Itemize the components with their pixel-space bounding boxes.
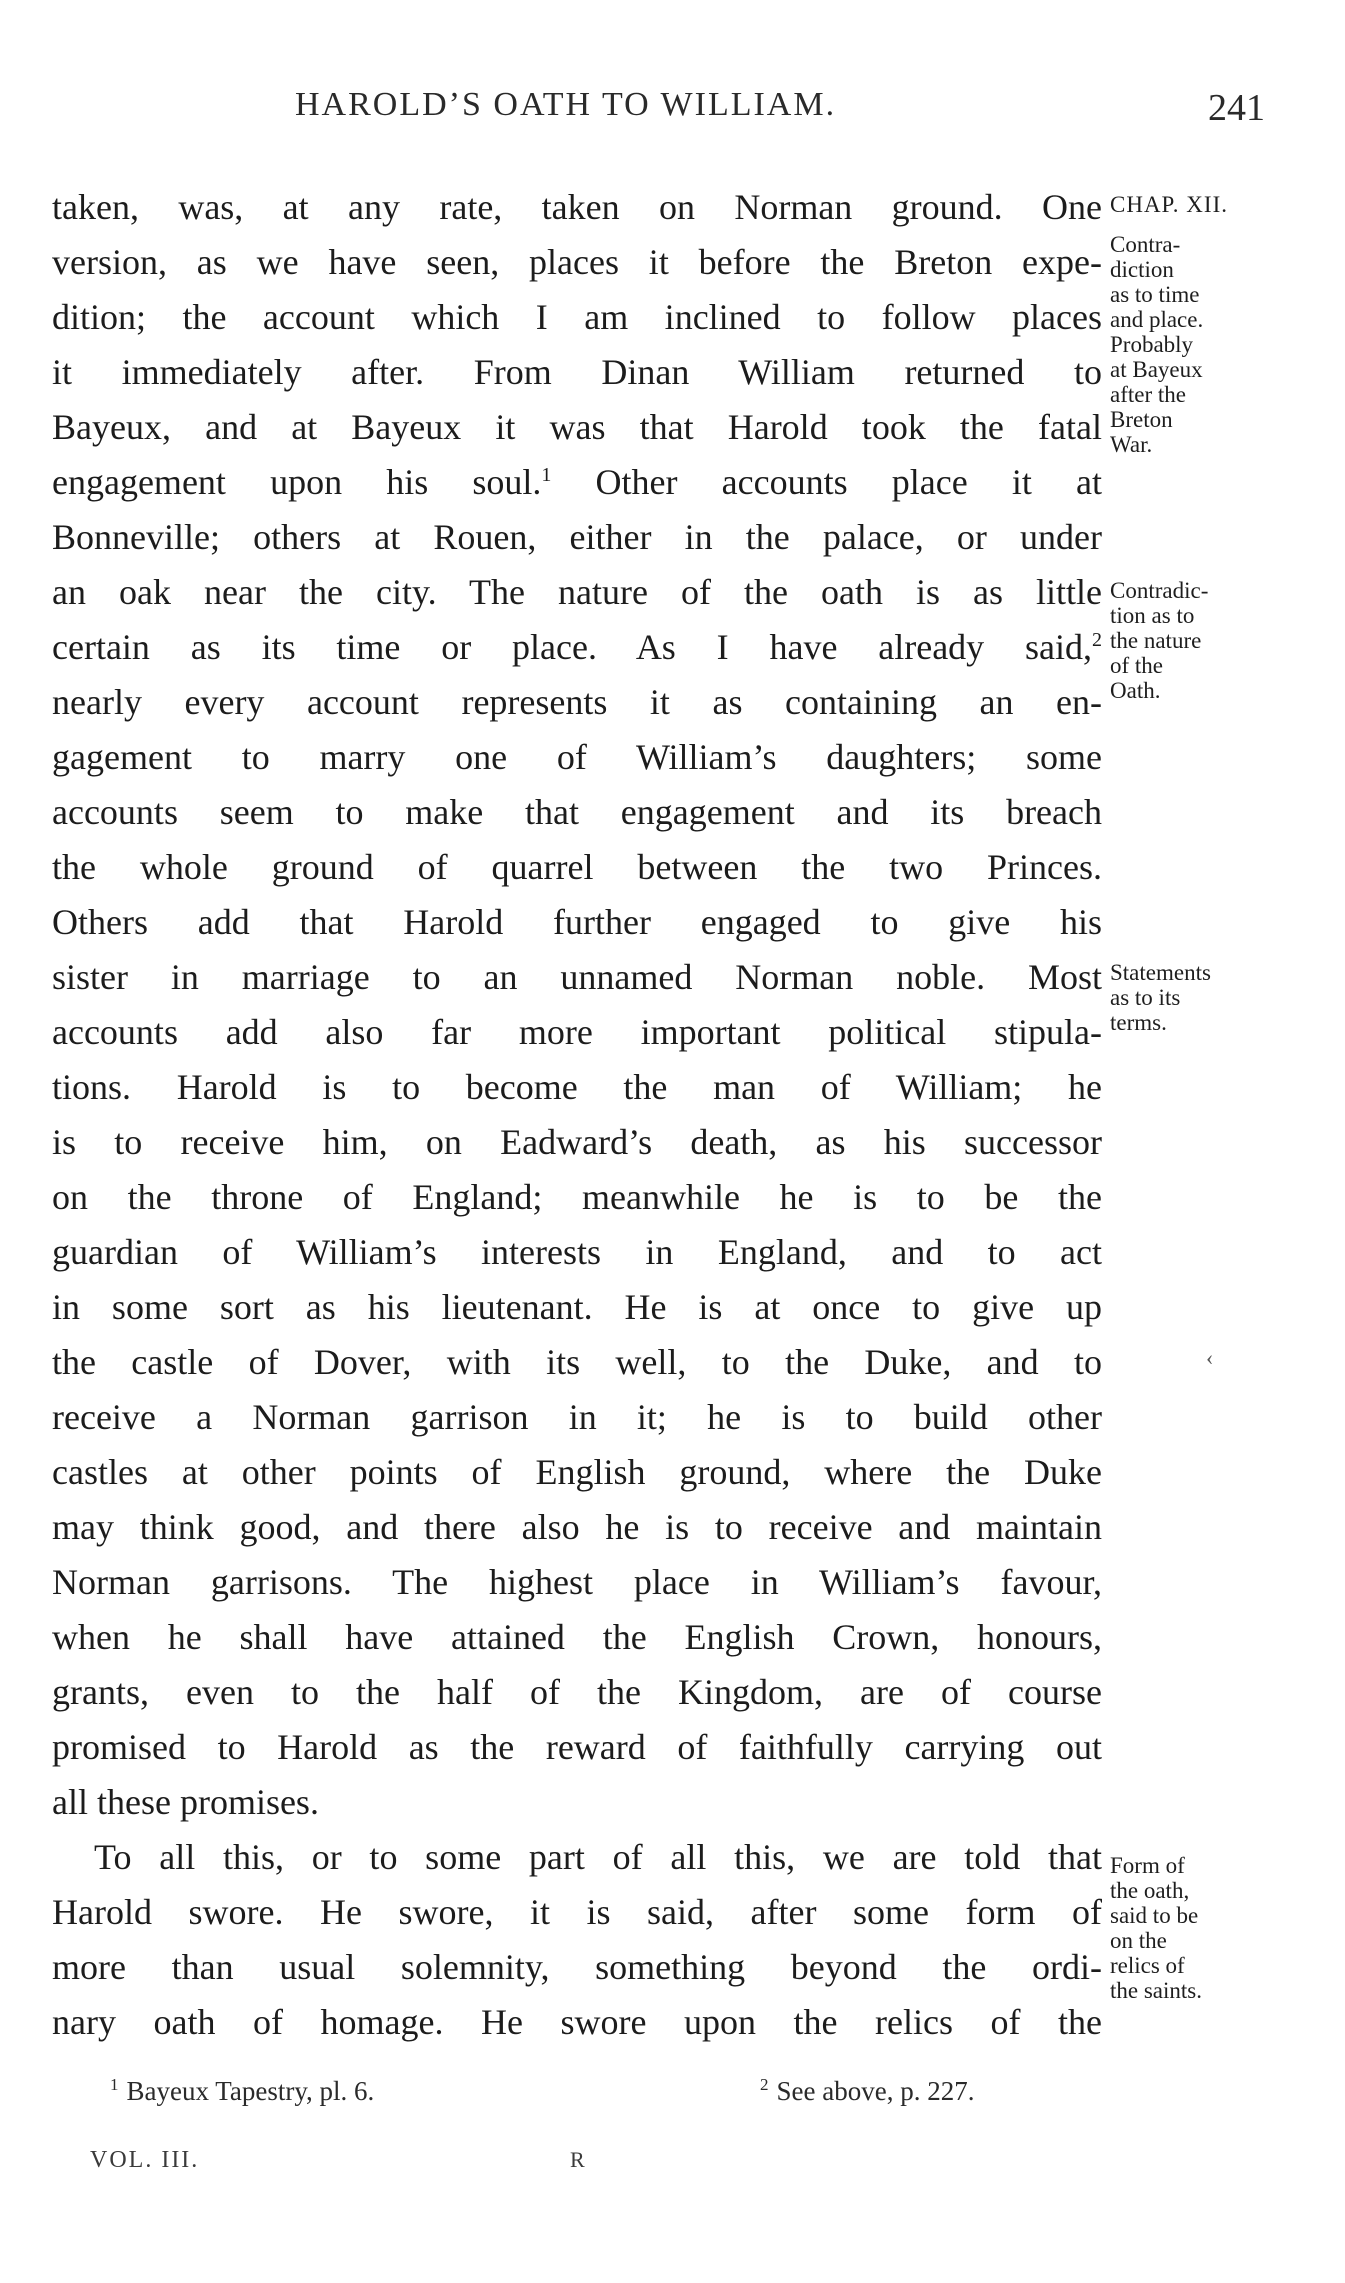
footnote-reference: 1 (541, 464, 552, 486)
footnote-mark: 2 (760, 2075, 769, 2094)
text-line: the whole ground of quarrel between the two Princes. (52, 847, 1102, 887)
margin-note-contradiction-time (1110, 232, 1335, 457)
margin-note-line: tion as to (1110, 603, 1195, 628)
signature-mark: R (570, 2147, 587, 2172)
text-line: on the throne of England; meanwhile he is to be the (52, 1177, 1102, 1217)
footnote (760, 2075, 974, 2107)
margin-note-line: Oath. (1110, 678, 1161, 703)
text-line: certain as its time or place. As I have already said,$^2$ (52, 627, 1102, 667)
text-line: sister in marriage to an unnamed Norman noble. Most (52, 957, 1102, 997)
chapter-label: CHAP. XII. (1110, 192, 1228, 217)
margin-note-line: as to its (1110, 985, 1181, 1010)
text-line: receive a Norman garrison in it; he is to build other (52, 1397, 1102, 1437)
text-line-paragraph-start: To all this, or to some part of all this, we are told that (94, 1837, 1102, 1877)
text-line: dition; the account which I am inclined to follow places (52, 297, 1102, 337)
margin-note-line: the saints. (1110, 1978, 1202, 2003)
margin-note-line: after the (1110, 382, 1186, 407)
stray-print-mark: ‹ (1206, 1345, 1214, 1370)
margin-note-line: of the (1110, 653, 1164, 678)
margin-note-line: on the (1110, 1928, 1167, 1953)
text-line: accounts seem to make that engagement and its breach (52, 792, 1102, 832)
margin-note-line: the oath, (1110, 1878, 1190, 1903)
running-title: HAROLD’S OATH TO WILLIAM. (295, 86, 837, 123)
margin-note-line: Form of (1110, 1853, 1185, 1878)
margin-note-line: the nature (1110, 628, 1202, 653)
margin-note-contradiction-nature (1110, 578, 1335, 703)
footnote-text: Bayeux Tapestry, pl. 6. (126, 2076, 375, 2106)
margin-note-line: Statements (1110, 960, 1211, 985)
margin-note-line: relics of (1110, 1953, 1185, 1978)
text-line: may think good, and there also he is to receive and maintain (52, 1507, 1102, 1547)
margin-note-line: diction (1110, 257, 1174, 282)
text-line: taken, was, at any rate, taken on Norman ground. One (52, 187, 1102, 227)
text-line: tions. Harold is to become the man of William; he (52, 1067, 1102, 1107)
text-line: version, as we have seen, places it before the Breton expe- (52, 242, 1102, 282)
margin-note-statements-terms (1110, 960, 1335, 1035)
margin-note-line: said to be (1110, 1903, 1199, 1928)
text-line-paragraph-end: all these promises. (52, 1782, 319, 1822)
text-line: Others add that Harold further engaged to give his (52, 902, 1102, 942)
volume-label: VOL. III. (90, 2147, 200, 2173)
body-text (52, 180, 1102, 2050)
text-line: promised to Harold as the reward of faithfully carrying out (52, 1727, 1102, 1767)
margin-note-line: Breton (1110, 407, 1173, 432)
margin-note-line: as to time (1110, 282, 1200, 307)
text-line: the castle of Dover, with its well, to the Duke, and to (52, 1342, 1102, 1382)
text-line: more than usual solemnity, something beyond the ordi- (52, 1947, 1102, 1987)
text-line: gagement to marry one of William’s daughters; some (52, 737, 1102, 777)
text-line: in some sort as his lieutenant. He is at once to give up (52, 1287, 1102, 1327)
footnotes (90, 2075, 1190, 2115)
footnote (110, 2075, 374, 2107)
footnote-text: See above, p. 227. (776, 2076, 975, 2106)
text-line: Norman garrisons. The highest place in William’s favour, (52, 1562, 1102, 1602)
signature-line (90, 2147, 690, 2183)
text-line: Harold swore. He swore, it is said, after some form of (52, 1892, 1102, 1932)
margin-note-line: terms. (1110, 1010, 1167, 1035)
margin-note-line: at Bayeux (1110, 357, 1203, 382)
margin-note-line: and place. (1110, 307, 1204, 332)
text-line: when he shall have attained the English Crown, honours, (52, 1617, 1102, 1657)
margin-note-line: War. (1110, 432, 1153, 457)
text-line: guardian of William’s interests in England, and to act (52, 1232, 1102, 1272)
text-line: is to receive him, on Eadward’s death, as his successor (52, 1122, 1102, 1162)
text-line: accounts add also far more important political stipula- (52, 1012, 1102, 1052)
margin-note-line: Contradic- (1110, 578, 1209, 603)
text-line: castles at other points of English ground, where the Duke (52, 1452, 1102, 1492)
text-line: engagement upon his soul.$^1$ Other accounts place it at (52, 462, 1102, 502)
text-line: an oak near the city. The nature of the oath is as little (52, 572, 1102, 612)
margin-note-form-of-oath (1110, 1853, 1335, 2003)
text-line: grants, even to the half of the Kingdom, are of course (52, 1672, 1102, 1712)
footnote-mark: 1 (110, 2075, 119, 2094)
footnote-reference: 2 (1092, 629, 1102, 651)
margin-note-line: Contra- (1110, 232, 1181, 257)
margin-note-line: Probably (1110, 332, 1194, 357)
margin-chapter (1110, 192, 1335, 217)
page-number: 241 (1208, 87, 1265, 129)
text-line: nearly every account represents it as containing an en- (52, 682, 1102, 722)
running-head (50, 86, 1275, 146)
text-line: Bayeux, and at Bayeux it was that Harold took the fatal (52, 407, 1102, 447)
text-line: nary oath of homage. He swore upon the relics of the (52, 2002, 1102, 2042)
text-line: it immediately after. From Dinan William returned to (52, 352, 1102, 392)
text-line: Bonneville; others at Rouen, either in the palace, or under (52, 517, 1102, 557)
